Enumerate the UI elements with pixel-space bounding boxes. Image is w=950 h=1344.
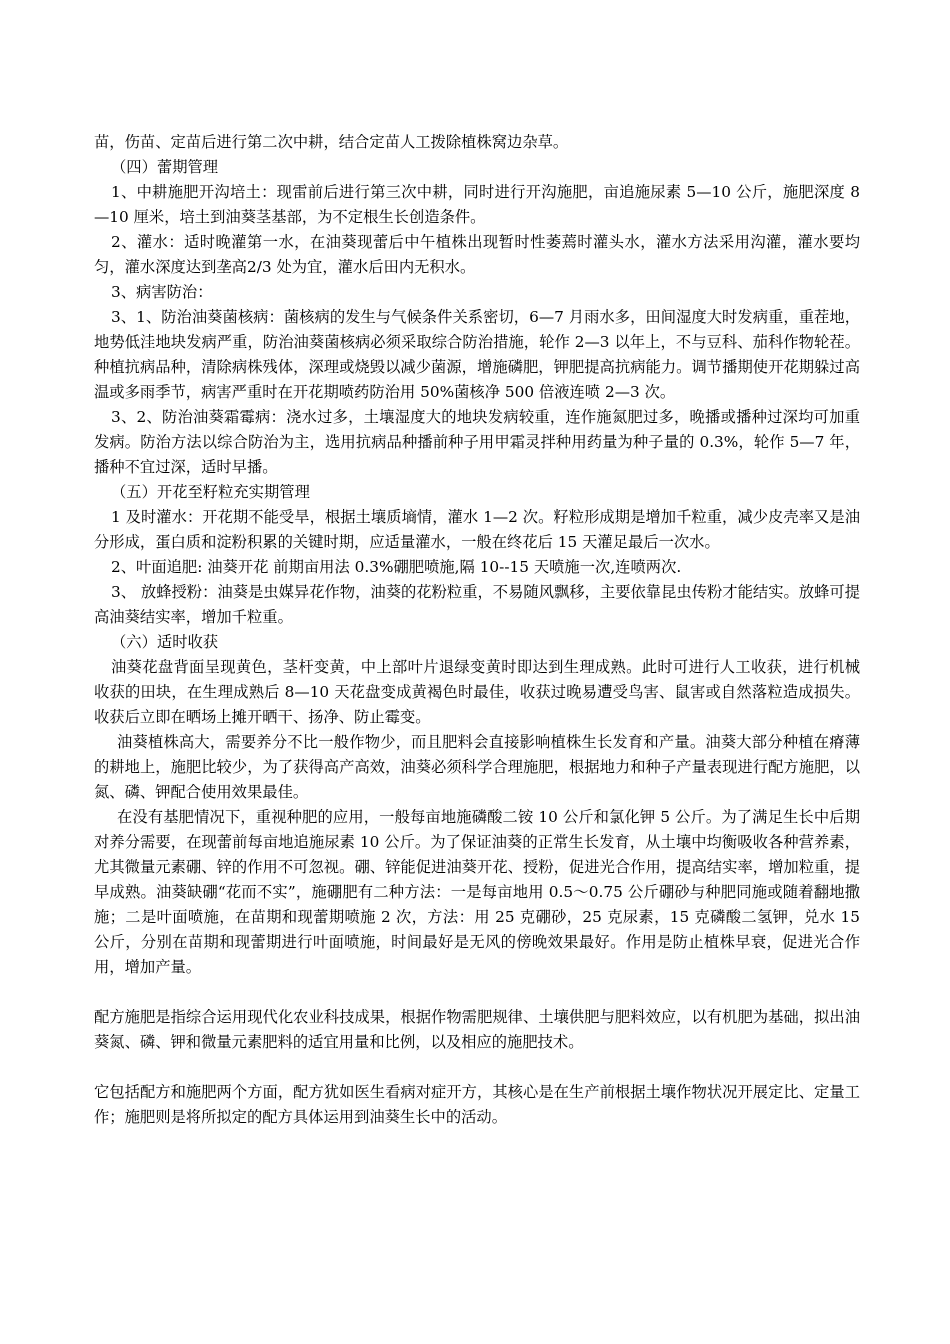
paragraph-bee-pollination: 3、 放蜂授粉：油葵是虫媒异花作物，油葵的花粉粒重，不易随风飘移，主要依靠昆虫传粉才能结实。放蜂可提高油葵结实率，增加千粒重。 — [94, 583, 860, 626]
paragraph-flowering-irrigation: 1 及时灌水：开花期不能受旱，根据土壤质墒情，灌水 1—2 次。籽粒形成期是增加千粒重，减少皮壳率又是油分形成，蛋白质和淀粉积累的关键时期，应适量灌水，一般在终花后 15 天灌足最后一次水。 — [94, 508, 860, 551]
paragraph-disease-control-title: 3、病害防治： — [111, 283, 213, 301]
heading-flowering-stage: （五）开花至籽粒充实期管理 — [111, 483, 310, 501]
heading-bud-stage: （四）蕾期管理 — [111, 158, 219, 176]
paragraph-seed-fertilizer: 在没有基肥情况下，重视种肥的应用，一般每亩地施磷酸二铵 10 公斤和氯化钾 5 公斤。为了满足生长中后期对养分需要，在现蕾前每亩地追施尿素 10 公斤。为了保证油葵的正常生长发育，从土壤中均衡吸收各种营养素，尤其微量元素硼、锌的作用不可忽视。硼、锌能促进油葵开花、授粉，促进光合作用，提高结实率，增加粒重，提早成熟。油葵缺硼“花而不实”，施硼肥有二种方法：一是每亩地用 0.5～0.75 公斤硼砂与种肥同施或随着翻地撒施；二是叶面喷施，在苗期和现蕾期喷施 2 次，方法：用 25 克硼砂，25 克尿素，15 克磷酸二氢钾，兑水 15 公斤，分别在苗期和现蕾期进行叶面喷施，时间最好是无风的傍晚效果最好。作用是防止植株早衰，促进光合作用，增加产量。 — [94, 808, 860, 976]
heading-harvest: （六）适时收获 — [111, 633, 219, 651]
paragraph-bud-irrigation: 2、灌水：适时晚灌第一水，在油葵现蕾后中午植株出现暂时性萎蔫时灌头水，灌水方法采用沟灌，灌水要均匀，灌水深度达到垄高2/3 处为宜，灌水后田内无积水。 — [94, 233, 860, 276]
paragraph-bud-fertilize: 1、中耕施肥开沟培土：现雷前后进行第三次中耕，同时进行开沟施肥，亩追施尿素 5—10 公斤，施肥深度 8—10 厘米，培土到油葵茎基部，为不定根生长创造条件。 — [94, 183, 860, 226]
paragraph-formula-definition: 它包括配方和施肥两个方面，配方犹如医生看病对症开方，其核心是在生产前根据土壤作物状况开展定比、定量工作；施肥则是将所拟定的配方具体运用到油葵生长中的活动。 — [94, 1083, 860, 1126]
paragraph-downy-mildew: 3、2、防治油葵霜霉病：浇水过多，土壤湿度大的地块发病较重，连作施氮肥过多，晚播或播种过深均可加重发病。防治方法以综合防治为主，选用抗病品种播前种子用甲霜灵拌种用药量为种子量的 0.3%，轮作 5—7 年，播种不宜过深，适时早播。 — [94, 408, 860, 476]
paragraph-harvest: 油葵花盘背面呈现黄色，茎杆变黄，中上部叶片退绿变黄时即达到生理成熟。此时可进行人工收获，进行机械收获的田块，在生理成熟后 8—10 天花盘变成黄褐色时最佳，收获过晚易遭受鸟害、鼠害或自然落粒造成损失。收获后立即在晒场上摊开晒干、扬净、防止霉变。 — [94, 658, 860, 726]
document-page — [94, 130, 860, 1130]
paragraph-seedling-cultivation: 苗，伤苗、定苗后进行第二次中耕，结合定苗人工拨除植株窝边杂草。 — [94, 133, 569, 151]
paragraph-nutrient-needs: 油葵植株高大，需要养分不比一般作物少，而且肥料会直接影响植株生长发育和产量。油葵大部分种植在瘠薄的耕地上，施肥比较少，为了获得高产高效，油葵必须科学合理施肥，根据地力和种子产量表现进行配方施肥，以氮、磷、钾配合使用效果最佳。 — [94, 733, 860, 801]
paragraph-foliar-fertilizer: 2、叶面追肥: 油葵开花 前期亩用法 0.3%硼肥喷施,隔 10--15 天喷施一次,连喷两次. — [111, 558, 682, 576]
paragraph-sclerotinia: 3、1、防治油葵菌核病：菌核病的发生与气候条件关系密切，6—7 月雨水多，田间湿度大时发病重，重茬地，地势低洼地块发病严重，防治油葵菌核病必须采取综合防治措施，轮作 2—3 以年上，不与豆科、茄科作物轮茬。种植抗病品种，清除病株残体，深理或烧毁以减少菌源，增施磷肥，钾肥提高抗病能力。调节播期使开花期躲过高温或多雨季节，病害严重时在开花期喷药防治用 50%菌核净 500 倍液连喷 2—3 次。 — [94, 308, 860, 401]
paragraph-formula-fertilization: 配方施肥是指综合运用现代化农业科技成果，根据作物需肥规律、土壤供肥与肥料效应，以有机肥为基础，拟出油葵氮、磷、钾和微量元素肥料的适宜用量和比例，以及相应的施肥技术。 — [94, 1008, 860, 1051]
